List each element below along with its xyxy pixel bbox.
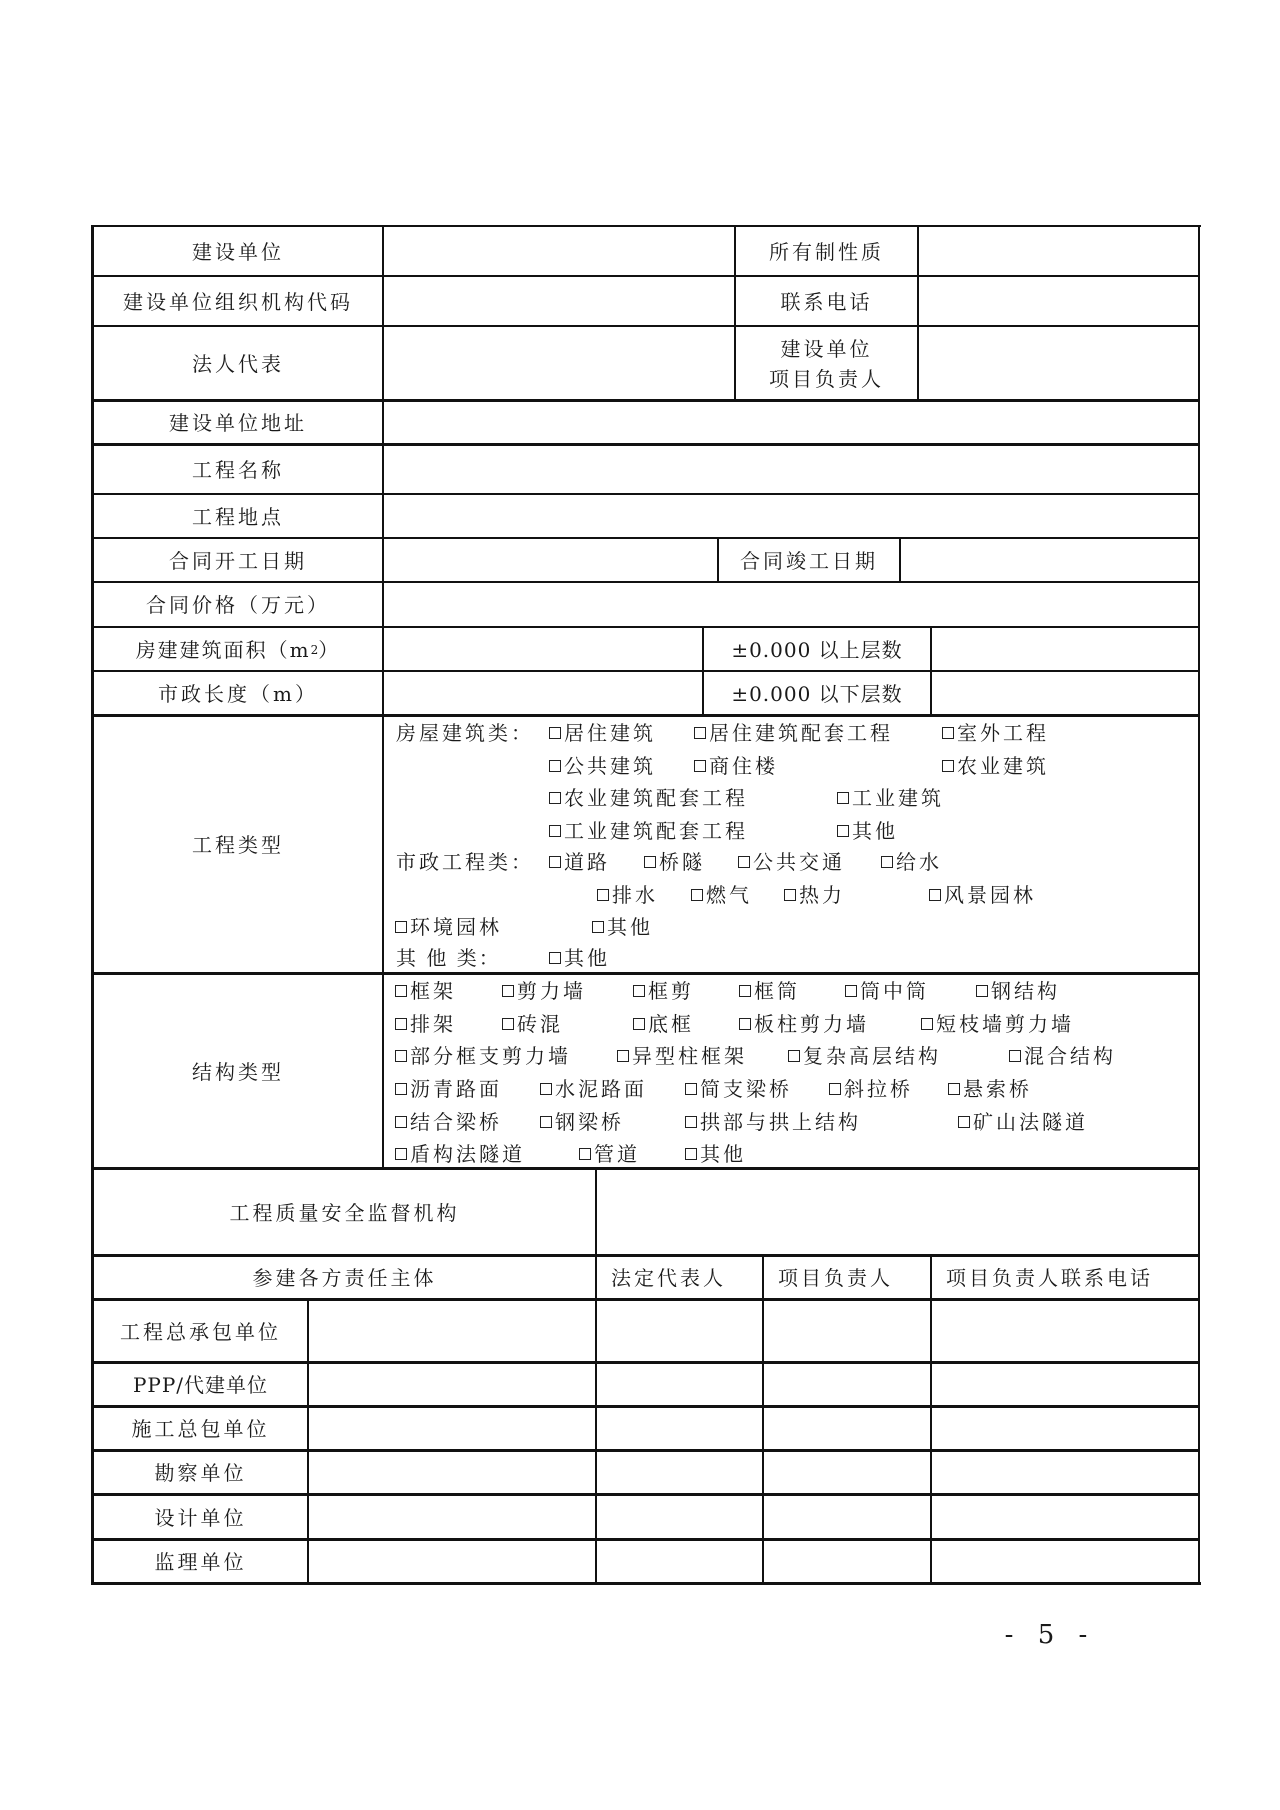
- checkbox-icon[interactable]: [694, 760, 706, 772]
- checkbox-icon[interactable]: [739, 1018, 751, 1030]
- option-label: 其他: [852, 819, 898, 843]
- option-label: 排架: [410, 1012, 456, 1036]
- option-label: 斜拉桥: [844, 1077, 913, 1101]
- checkbox-icon[interactable]: [540, 1116, 552, 1128]
- label-building-area-suffix: ）: [318, 637, 341, 662]
- checkbox-icon[interactable]: [829, 1083, 841, 1095]
- label-owner-project-leader: [736, 327, 917, 400]
- structure-option[interactable]: [685, 1077, 792, 1101]
- structure-option[interactable]: [685, 1110, 861, 1134]
- checkbox-icon[interactable]: [881, 856, 893, 868]
- label-municipal-length: 市政长度（m）: [158, 681, 318, 706]
- option-public[interactable]: [549, 754, 656, 778]
- contract-start-date-field[interactable]: [384, 539, 717, 581]
- structure-option[interactable]: [579, 1142, 640, 1166]
- checkbox-icon[interactable]: [540, 1083, 552, 1095]
- checkbox-icon[interactable]: [929, 889, 941, 901]
- checkbox-icon[interactable]: [685, 1116, 697, 1128]
- other-category-label: 其 他 类：: [396, 946, 501, 970]
- structure-option[interactable]: [739, 1012, 869, 1036]
- option-outdoor[interactable]: [942, 721, 1049, 745]
- option-heating[interactable]: [784, 883, 845, 907]
- label-building-area-sup: 2: [310, 642, 319, 657]
- party-leader-field[interactable]: [764, 1301, 930, 1361]
- option-label: 拱部与拱上结构: [700, 1110, 861, 1134]
- structure-option[interactable]: [540, 1110, 624, 1134]
- building-category-label: 房屋建筑类：: [396, 721, 534, 745]
- checkbox-icon[interactable]: [837, 792, 849, 804]
- option-label: 复杂高层结构: [803, 1044, 941, 1068]
- option-label: 风景园林: [944, 883, 1036, 907]
- option-label: 异型柱框架: [632, 1044, 747, 1068]
- party-row-label: 工程总承包单位: [120, 1319, 281, 1344]
- label-contract-price: 合同价格（万元）: [146, 593, 330, 617]
- option-label: 商住楼: [709, 754, 778, 778]
- header-project-leader: 项目负责人: [778, 1266, 893, 1290]
- option-label: 沥青路面: [410, 1077, 502, 1101]
- option-road[interactable]: [549, 850, 610, 874]
- label-owner: 建设单位: [192, 239, 284, 264]
- option-drainage[interactable]: [597, 883, 658, 907]
- party-row-label: 设计单位: [154, 1505, 247, 1530]
- option-label: 短枝墙剪力墙: [936, 1012, 1074, 1036]
- structure-option[interactable]: [617, 1044, 747, 1068]
- option-label: 居住建筑配套工程: [709, 721, 893, 745]
- checkbox-icon[interactable]: [633, 1018, 645, 1030]
- label-owner-address: 建设单位地址: [169, 411, 307, 435]
- option-label: 钢结构: [991, 979, 1060, 1003]
- option-label: 水泥路面: [555, 1077, 647, 1101]
- checkbox-icon[interactable]: [784, 889, 796, 901]
- label-project-name: 工程名称: [192, 458, 284, 482]
- structure-option[interactable]: [633, 979, 694, 1003]
- party-name-field[interactable]: [309, 1301, 595, 1361]
- option-label: 框架: [410, 979, 456, 1003]
- option-label: 其他: [564, 946, 610, 970]
- option-gas[interactable]: [691, 883, 752, 907]
- label-project-location: 工程地点: [192, 504, 284, 529]
- label-ownership-nature: 所有制性质: [769, 239, 884, 264]
- page-number: - 5 -: [1004, 1620, 1096, 1650]
- floors-above-field[interactable]: [932, 628, 1198, 670]
- contract-completion-date-field[interactable]: [901, 539, 1198, 581]
- owner-field[interactable]: [384, 227, 734, 275]
- option-water-supply[interactable]: [881, 850, 942, 874]
- contract-price-field[interactable]: [384, 583, 1198, 626]
- option-label: 筒中筒: [860, 979, 929, 1003]
- structure-option[interactable]: [395, 1077, 502, 1101]
- option-label: 工业建筑: [852, 786, 944, 810]
- checkbox-icon[interactable]: [1009, 1050, 1021, 1062]
- structure-option[interactable]: [958, 1110, 1088, 1134]
- checkbox-icon[interactable]: [617, 1050, 629, 1062]
- floors-below-field[interactable]: [932, 672, 1198, 714]
- structure-option[interactable]: [502, 1012, 563, 1036]
- checkbox-icon[interactable]: [395, 1148, 407, 1160]
- checkbox-icon[interactable]: [644, 856, 656, 868]
- option-label: 板柱剪力墙: [754, 1012, 869, 1036]
- option-label: 其他: [607, 915, 653, 939]
- label-contract-start-date: 合同开工日期: [169, 548, 307, 573]
- structure-option[interactable]: [395, 1110, 502, 1134]
- option-municipal-other[interactable]: [592, 915, 653, 939]
- label-building-area: [94, 628, 382, 671]
- checkbox-icon[interactable]: [549, 792, 561, 804]
- header-legal-representative: 法定代表人: [611, 1266, 726, 1290]
- checkbox-icon[interactable]: [942, 727, 954, 739]
- checkbox-icon[interactable]: [976, 985, 988, 997]
- project-location-field[interactable]: [384, 495, 1198, 537]
- checkbox-icon[interactable]: [633, 985, 645, 997]
- option-environmental-garden[interactable]: [395, 915, 502, 939]
- option-label: 结合梁桥: [410, 1110, 502, 1134]
- structure-option[interactable]: [921, 1012, 1074, 1036]
- checkbox-icon[interactable]: [549, 952, 561, 964]
- option-label: 部分框支剪力墙: [410, 1044, 571, 1068]
- checkbox-icon[interactable]: [739, 985, 751, 997]
- option-industrial[interactable]: [837, 786, 944, 810]
- checkbox-icon[interactable]: [395, 1050, 407, 1062]
- option-label: 道路: [564, 850, 610, 874]
- structure-option[interactable]: [395, 1044, 571, 1068]
- label-legal-representative: 法人代表: [192, 351, 284, 376]
- structure-option[interactable]: [540, 1077, 647, 1101]
- checkbox-icon[interactable]: [685, 1083, 697, 1095]
- option-label: 悬索桥: [963, 1077, 1032, 1101]
- owner-project-leader-field[interactable]: [919, 327, 1198, 399]
- option-label: 环境园林: [410, 915, 502, 939]
- checkbox-icon[interactable]: [592, 921, 604, 933]
- option-label: 管道: [594, 1142, 640, 1166]
- option-label: 排水: [612, 883, 658, 907]
- checkbox-icon[interactable]: [685, 1148, 697, 1160]
- checkbox-icon[interactable]: [958, 1116, 970, 1128]
- checkbox-icon[interactable]: [942, 760, 954, 772]
- checkbox-icon[interactable]: [948, 1083, 960, 1095]
- structure-option[interactable]: [395, 1142, 525, 1166]
- label-building-area-text: 房建建筑面积（m: [135, 637, 311, 662]
- option-label: 居住建筑: [564, 721, 656, 745]
- party-legal-rep-field[interactable]: [597, 1301, 762, 1361]
- label-project-type: 工程类型: [192, 833, 284, 857]
- label-supervision-agency: 工程质量安全监督机构: [229, 1200, 460, 1225]
- option-label: 底框: [648, 1012, 694, 1036]
- option-public-transport[interactable]: [738, 850, 845, 874]
- checkbox-icon[interactable]: [738, 856, 750, 868]
- option-label: 工业建筑配套工程: [564, 819, 748, 843]
- contact-phone-field[interactable]: [919, 277, 1198, 325]
- label-contact-phone: 联系电话: [780, 289, 873, 314]
- option-label: 燃气: [706, 883, 752, 907]
- option-label: 热力: [799, 883, 845, 907]
- option-agricultural-supporting[interactable]: [549, 786, 748, 810]
- structure-option[interactable]: [1009, 1044, 1116, 1068]
- option-industrial-supporting[interactable]: [549, 819, 748, 843]
- legal-representative-field[interactable]: [384, 327, 734, 399]
- checkbox-icon[interactable]: [694, 727, 706, 739]
- checkbox-icon[interactable]: [395, 1116, 407, 1128]
- header-project-leader-phone: 项目负责人联系电话: [946, 1266, 1153, 1290]
- option-label: 公共交通: [753, 850, 845, 874]
- ownership-nature-field[interactable]: [919, 227, 1198, 275]
- checkbox-icon[interactable]: [845, 985, 857, 997]
- structure-option[interactable]: [395, 1012, 456, 1036]
- structure-option[interactable]: [633, 1012, 694, 1036]
- checkbox-icon[interactable]: [395, 921, 407, 933]
- header-responsible-parties: 参建各方责任主体: [252, 1266, 437, 1290]
- structure-option[interactable]: [845, 979, 929, 1003]
- structure-option[interactable]: [739, 979, 800, 1003]
- label-floors-below: ±0.000 以下层数: [731, 681, 903, 706]
- structure-option[interactable]: [948, 1077, 1032, 1101]
- checkbox-icon[interactable]: [788, 1050, 800, 1062]
- structure-option[interactable]: [395, 979, 456, 1003]
- option-label: 给水: [896, 850, 942, 874]
- option-label: 其他: [700, 1142, 746, 1166]
- label-contract-completion-date: 合同竣工日期: [740, 548, 878, 573]
- party-row-label: 监理单位: [154, 1550, 247, 1574]
- option-label: 室外工程: [957, 721, 1049, 745]
- option-label: 简支梁桥: [700, 1077, 792, 1101]
- party-row-label: PPP/代建单位: [132, 1373, 269, 1397]
- checkbox-icon[interactable]: [549, 727, 561, 739]
- option-label: 农业建筑配套工程: [564, 786, 748, 810]
- option-label: 公共建筑: [564, 754, 656, 778]
- supervision-agency-field[interactable]: [597, 1170, 1198, 1254]
- label-org-code: 建设单位组织机构代码: [123, 289, 353, 314]
- option-label: 框筒: [754, 979, 800, 1003]
- municipal-category-label: 市政工程类：: [396, 850, 534, 874]
- option-label: 桥隧: [659, 850, 705, 874]
- structure-option[interactable]: [685, 1142, 746, 1166]
- org-code-field[interactable]: [384, 277, 734, 325]
- checkbox-icon[interactable]: [921, 1018, 933, 1030]
- option-label: 砖混: [517, 1012, 563, 1036]
- option-label: 钢梁桥: [555, 1110, 624, 1134]
- option-residential[interactable]: [549, 721, 656, 745]
- structure-option[interactable]: [829, 1077, 913, 1101]
- structure-option[interactable]: [788, 1044, 941, 1068]
- checkbox-icon[interactable]: [549, 825, 561, 837]
- checkbox-icon[interactable]: [502, 985, 514, 997]
- option-building-other[interactable]: [837, 819, 898, 843]
- option-commercial-residential[interactable]: [694, 754, 778, 778]
- project-name-field[interactable]: [384, 446, 1198, 493]
- owner-address-field[interactable]: [384, 402, 1198, 443]
- checkbox-icon[interactable]: [549, 856, 561, 868]
- option-residential-supporting[interactable]: [694, 721, 893, 745]
- checkbox-icon[interactable]: [597, 889, 609, 901]
- checkbox-icon[interactable]: [549, 760, 561, 772]
- checkbox-icon[interactable]: [395, 985, 407, 997]
- option-bridge-tunnel[interactable]: [644, 850, 705, 874]
- building-area-field[interactable]: [384, 628, 702, 670]
- option-label: 混合结构: [1024, 1044, 1116, 1068]
- party-row-label: 施工总包单位: [131, 1417, 270, 1441]
- checkbox-icon[interactable]: [837, 825, 849, 837]
- label-owner-project-leader-line1: 建设单位: [780, 336, 873, 361]
- option-label: 框剪: [648, 979, 694, 1003]
- party-phone-field[interactable]: [932, 1301, 1198, 1361]
- checkbox-icon[interactable]: [395, 1083, 407, 1095]
- option-label: 农业建筑: [957, 754, 1049, 778]
- checkbox-icon[interactable]: [579, 1148, 591, 1160]
- option-agricultural[interactable]: [942, 754, 1049, 778]
- checkbox-icon[interactable]: [502, 1018, 514, 1030]
- structure-option[interactable]: [976, 979, 1060, 1003]
- option-other[interactable]: [549, 946, 610, 970]
- label-owner-project-leader-line2: 项目负责人: [769, 366, 884, 391]
- municipal-length-field[interactable]: [384, 672, 702, 714]
- option-label: 盾构法隧道: [410, 1142, 525, 1166]
- label-floors-above: ±0.000 以上层数: [731, 637, 903, 662]
- option-label: 矿山法隧道: [973, 1110, 1088, 1134]
- party-row-label: 勘察单位: [154, 1461, 247, 1485]
- structure-option[interactable]: [502, 979, 586, 1003]
- checkbox-icon[interactable]: [691, 889, 703, 901]
- label-structure-type: 结构类型: [192, 1059, 284, 1084]
- option-label: 剪力墙: [517, 979, 586, 1003]
- checkbox-icon[interactable]: [395, 1018, 407, 1030]
- table-border-right: [1198, 225, 1200, 1585]
- option-scenic-garden[interactable]: [929, 883, 1036, 907]
